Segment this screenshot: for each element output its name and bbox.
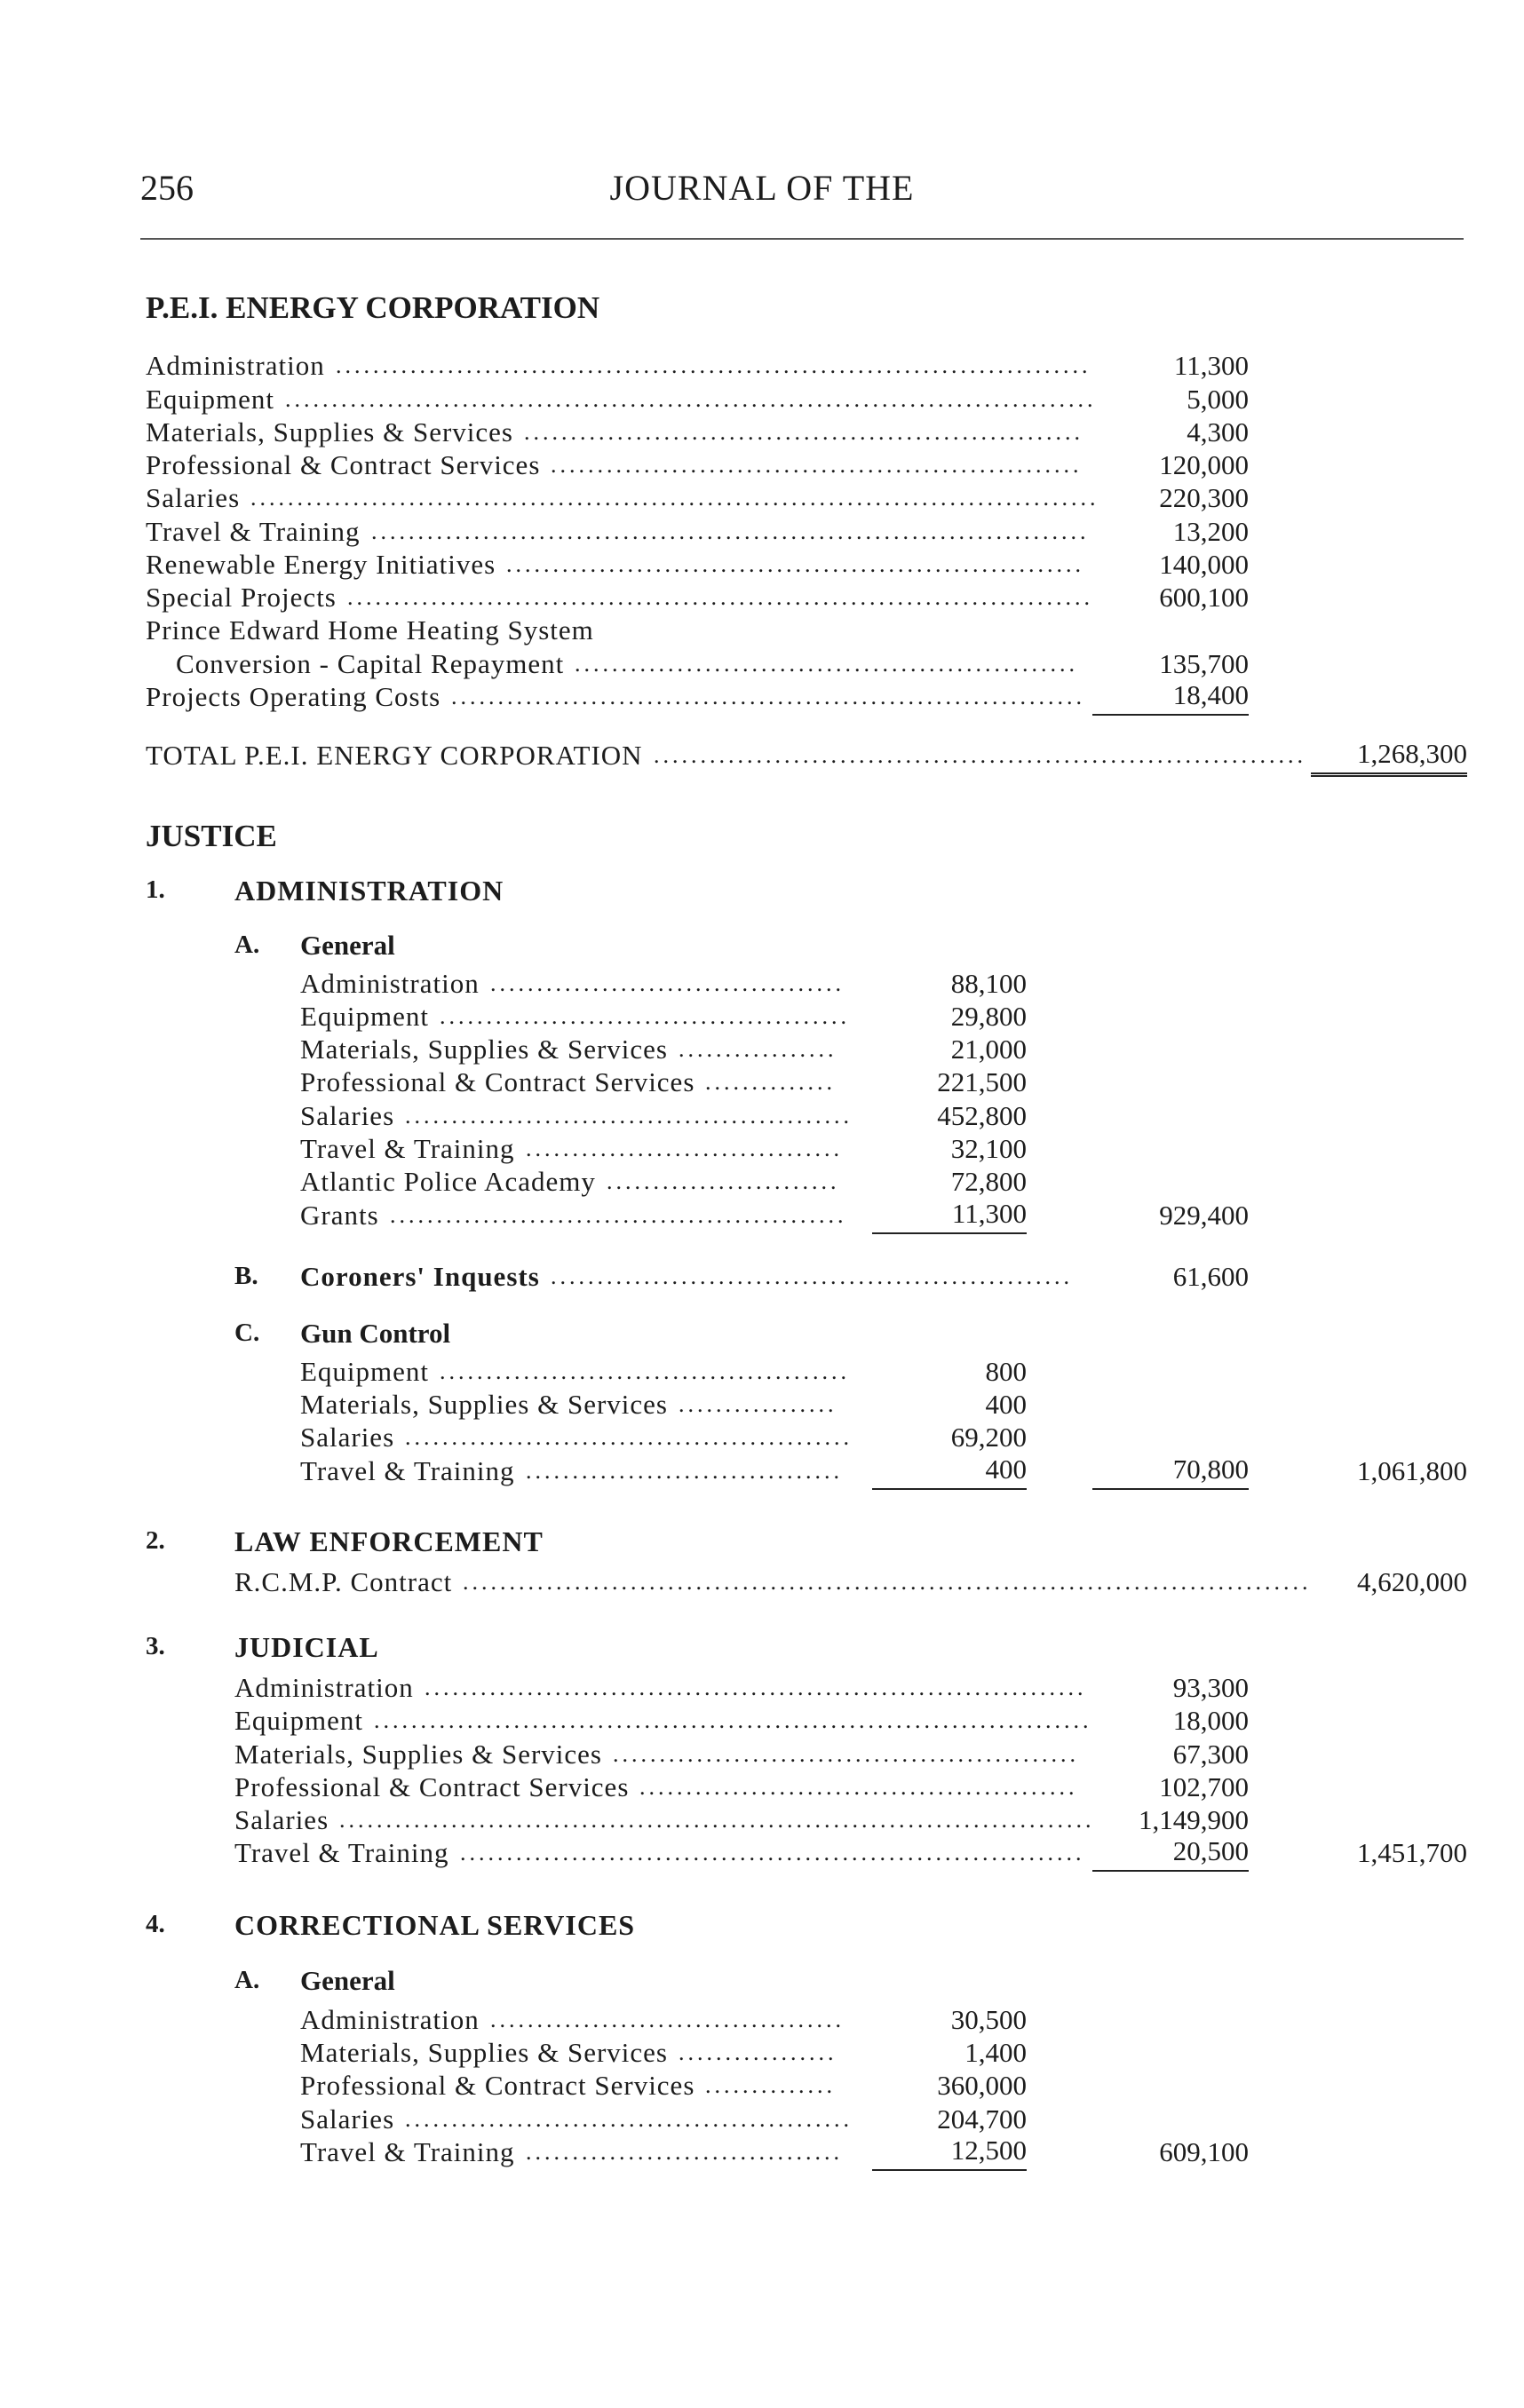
amount: 204,700 bbox=[937, 2103, 1027, 2135]
dot-leader: ................................................................................. bbox=[339, 1807, 1095, 1833]
amount: 400 bbox=[985, 1389, 1027, 1420]
section-total: 1,451,700 bbox=[1357, 1837, 1467, 1868]
line-item bbox=[300, 1165, 840, 1199]
row-label: Materials, Supplies & Services bbox=[146, 416, 513, 448]
row-label: Prince Edward Home Heating System bbox=[146, 614, 594, 646]
dot-leader: ............................................................................. bbox=[374, 1707, 1092, 1733]
line-item bbox=[300, 1033, 837, 1066]
dot-leader: ....................................................................................... bbox=[285, 386, 1097, 412]
page-number: 256 bbox=[140, 168, 194, 208]
amount: 21,000 bbox=[950, 1034, 1027, 1065]
amount: 1,149,900 bbox=[1139, 1804, 1249, 1835]
amount: 93,300 bbox=[1172, 1672, 1249, 1703]
energy-heading: P.E.I. ENERGY CORPORATION bbox=[146, 290, 600, 325]
line-item bbox=[300, 1199, 847, 1232]
dot-leader: ............................................................ bbox=[524, 419, 1083, 445]
energy-row bbox=[146, 481, 1099, 515]
row-label: R.C.M.P. Contract bbox=[234, 1566, 453, 1597]
energy-row bbox=[146, 548, 1084, 582]
section-total: 4,620,000 bbox=[1357, 1566, 1467, 1597]
row-label: Projects Operating Costs bbox=[146, 681, 441, 712]
line-item bbox=[300, 967, 845, 1001]
line-item bbox=[300, 1099, 853, 1133]
amount: 360,000 bbox=[937, 2070, 1027, 2101]
amount: 29,800 bbox=[950, 1001, 1027, 1032]
dot-leader: ........................................................................................... bbox=[250, 485, 1099, 511]
dot-leader: ................................................ bbox=[405, 1424, 853, 1450]
dot-leader: ................................................. bbox=[390, 1202, 847, 1228]
row-label: Professional & Contract Services bbox=[146, 449, 541, 480]
row-label: Materials, Supplies & Services bbox=[300, 1034, 668, 1065]
dot-leader: ................................................................................ bbox=[347, 584, 1093, 610]
line-item bbox=[300, 1132, 843, 1166]
energy-row bbox=[146, 581, 1093, 614]
amount: 20,500 bbox=[1092, 1836, 1249, 1872]
subsection-letter: C. bbox=[234, 1319, 260, 1347]
amount: 140,000 bbox=[1159, 549, 1249, 580]
section-title: ADMINISTRATION bbox=[234, 875, 504, 907]
line-item bbox=[234, 1770, 1078, 1804]
section-total: 1,061,800 bbox=[1357, 1455, 1467, 1486]
amount: 18,400 bbox=[1092, 680, 1249, 716]
subsection-letter: B. bbox=[234, 1262, 258, 1290]
row-label: Professional & Contract Services bbox=[300, 2070, 695, 2101]
dot-leader: ................................................................................. bbox=[336, 352, 1091, 378]
amount: 1,400 bbox=[964, 2037, 1027, 2068]
dot-leader: ................................................ bbox=[405, 1103, 853, 1129]
subsection-title: General bbox=[300, 930, 395, 961]
dot-leader: ................. bbox=[679, 1391, 837, 1417]
amount: 120,000 bbox=[1159, 449, 1249, 480]
amount: 5,000 bbox=[1187, 384, 1249, 415]
amount: 72,800 bbox=[950, 1166, 1027, 1197]
amount: 69,200 bbox=[950, 1422, 1027, 1453]
energy-row bbox=[146, 515, 1090, 549]
energy-row bbox=[176, 647, 1078, 681]
row-label: Equipment bbox=[300, 1001, 430, 1032]
energy-row bbox=[146, 349, 1091, 383]
subtotal: 70,800 bbox=[1092, 1454, 1249, 1490]
row-label: Salaries bbox=[300, 1100, 395, 1131]
subsection-title: General bbox=[300, 1965, 395, 1996]
amount: 220,300 bbox=[1159, 482, 1249, 513]
amount: 12,500 bbox=[872, 2135, 1027, 2171]
dot-leader: ............................................................................. bbox=[371, 519, 1090, 544]
line-item bbox=[300, 1065, 836, 1099]
dot-leader: ................................................ bbox=[405, 2106, 853, 2132]
row-label: Salaries bbox=[300, 2103, 395, 2135]
amount: 11,300 bbox=[872, 1199, 1027, 1234]
energy-row bbox=[146, 680, 1085, 714]
subtotal: 609,100 bbox=[1159, 2136, 1249, 2167]
line-item bbox=[234, 1836, 1085, 1870]
energy-row bbox=[146, 448, 1083, 482]
dot-leader: ...................................................... bbox=[575, 651, 1078, 677]
row-label: Equipment bbox=[234, 1705, 364, 1736]
row-label: Conversion - Capital Repayment bbox=[176, 648, 565, 679]
amount: 30,500 bbox=[950, 2004, 1027, 2035]
row-label: Professional & Contract Services bbox=[234, 1771, 630, 1802]
line-item bbox=[300, 2003, 845, 2037]
row-label: Administration bbox=[300, 2004, 480, 2035]
row-label: Equipment bbox=[300, 1356, 430, 1387]
line-item bbox=[234, 1704, 1092, 1738]
line-item bbox=[300, 2036, 837, 2070]
energy-row bbox=[146, 383, 1097, 416]
row-label: Administration bbox=[146, 350, 325, 381]
amount: 452,800 bbox=[937, 1100, 1027, 1131]
amount: 221,500 bbox=[937, 1066, 1027, 1097]
section-title: LAW ENFORCEMENT bbox=[234, 1525, 544, 1557]
line-item bbox=[234, 1738, 1079, 1771]
line-item bbox=[234, 1565, 1312, 1599]
amount: 88,100 bbox=[950, 968, 1027, 999]
amount: 4,300 bbox=[1187, 416, 1249, 448]
row-label: Materials, Supplies & Services bbox=[300, 2037, 668, 2068]
row-label: Atlantic Police Academy bbox=[300, 1166, 596, 1197]
total-amount: 1,268,300 bbox=[1311, 739, 1467, 777]
row-label: Travel & Training bbox=[300, 1133, 515, 1164]
amount: 135,700 bbox=[1159, 648, 1249, 679]
amount: 400 bbox=[872, 1454, 1027, 1490]
section-number: 4. bbox=[146, 1910, 165, 1938]
section-title: CORRECTIONAL SERVICES bbox=[234, 1909, 636, 1941]
justice-heading: JUSTICE bbox=[146, 819, 277, 853]
dot-leader: ......................... bbox=[607, 1168, 840, 1194]
total-label: TOTAL P.E.I. ENERGY CORPORATION bbox=[146, 740, 643, 771]
line-item bbox=[300, 1454, 843, 1488]
row-label: Equipment bbox=[146, 384, 275, 415]
row-label: Administration bbox=[300, 968, 480, 999]
row-label: Special Projects bbox=[146, 582, 337, 613]
dot-leader: .................................................. bbox=[613, 1741, 1079, 1767]
section-number: 2. bbox=[146, 1526, 165, 1555]
energy-total-row bbox=[146, 739, 1306, 772]
line-item bbox=[300, 1355, 850, 1389]
amount: 800 bbox=[985, 1356, 1027, 1387]
amount: 32,100 bbox=[950, 1133, 1027, 1164]
amount: 102,700 bbox=[1159, 1771, 1249, 1802]
subtotal: 61,600 bbox=[1172, 1261, 1249, 1292]
dot-leader: ....................................................................... bbox=[425, 1675, 1087, 1700]
dot-leader: ................. bbox=[679, 1036, 837, 1062]
row-label: Travel & Training bbox=[146, 516, 361, 547]
line-item bbox=[300, 2069, 836, 2103]
row-label: Materials, Supplies & Services bbox=[300, 1389, 668, 1420]
dot-leader: ........................................................................................... bbox=[463, 1569, 1312, 1595]
subsection-letter: A. bbox=[234, 1966, 260, 1994]
line-item bbox=[300, 2135, 843, 2169]
line-item bbox=[234, 1671, 1087, 1705]
dot-leader: .................................................................... bbox=[451, 684, 1085, 709]
dot-leader: ......................................................... bbox=[551, 452, 1083, 478]
amount: 11,300 bbox=[1173, 350, 1249, 381]
section-title: JUDICIAL bbox=[234, 1631, 379, 1663]
dot-leader: .................................. bbox=[526, 1458, 843, 1484]
dot-leader: .............................................................. bbox=[506, 551, 1084, 577]
amount: 67,300 bbox=[1172, 1739, 1249, 1770]
amount: 18,000 bbox=[1172, 1705, 1249, 1736]
energy-row bbox=[146, 614, 1034, 647]
subsection-title: Coroners' Inquests bbox=[300, 1261, 540, 1292]
row-label: Salaries bbox=[234, 1804, 329, 1835]
dot-leader: ............................................ bbox=[440, 1003, 850, 1029]
row-label: Travel & Training bbox=[300, 1455, 515, 1486]
dot-leader: ............................................ bbox=[440, 1358, 850, 1384]
line-item bbox=[300, 1421, 853, 1454]
dot-leader: .............. bbox=[705, 1069, 836, 1095]
row-label: Salaries bbox=[146, 482, 241, 513]
dot-leader: ...................................... bbox=[490, 2007, 845, 2032]
dot-leader: ........................................................ bbox=[551, 1263, 1073, 1289]
dot-leader: .................................. bbox=[526, 1136, 843, 1161]
section-number: 1. bbox=[146, 875, 165, 904]
line-item bbox=[234, 1803, 1095, 1837]
row-label: Materials, Supplies & Services bbox=[234, 1739, 602, 1770]
subsection-letter: A. bbox=[234, 931, 260, 959]
dot-leader: ............................................... bbox=[639, 1774, 1078, 1800]
subsection-title: Gun Control bbox=[300, 1318, 451, 1349]
dot-leader: ...................................... bbox=[490, 970, 845, 996]
line-item bbox=[300, 1388, 837, 1422]
row-label: Administration bbox=[234, 1672, 414, 1703]
row-label: Travel & Training bbox=[234, 1837, 449, 1868]
row-label: Professional & Contract Services bbox=[300, 1066, 695, 1097]
row-label: Salaries bbox=[300, 1422, 395, 1453]
coroners-row bbox=[300, 1260, 1073, 1294]
line-item bbox=[300, 2103, 853, 2136]
row-label: Grants bbox=[300, 1200, 379, 1231]
dot-leader: ................................................................... bbox=[460, 1840, 1085, 1865]
section-number: 3. bbox=[146, 1632, 165, 1660]
amount: 13,200 bbox=[1172, 516, 1249, 547]
row-label: Travel & Training bbox=[300, 2136, 515, 2167]
page-title: JOURNAL OF THE bbox=[609, 168, 915, 208]
header-rule bbox=[140, 238, 1464, 240]
dot-leader: ...................................................................... bbox=[654, 742, 1306, 768]
dot-leader: .................................. bbox=[526, 2139, 843, 2165]
energy-row bbox=[146, 416, 1083, 449]
dot-leader: .............. bbox=[705, 2072, 836, 2098]
row-label: Renewable Energy Initiatives bbox=[146, 549, 496, 580]
line-item bbox=[300, 1000, 850, 1034]
subtotal: 929,400 bbox=[1159, 1200, 1249, 1231]
dot-leader: ................. bbox=[679, 2040, 837, 2065]
amount: 600,100 bbox=[1159, 582, 1249, 613]
